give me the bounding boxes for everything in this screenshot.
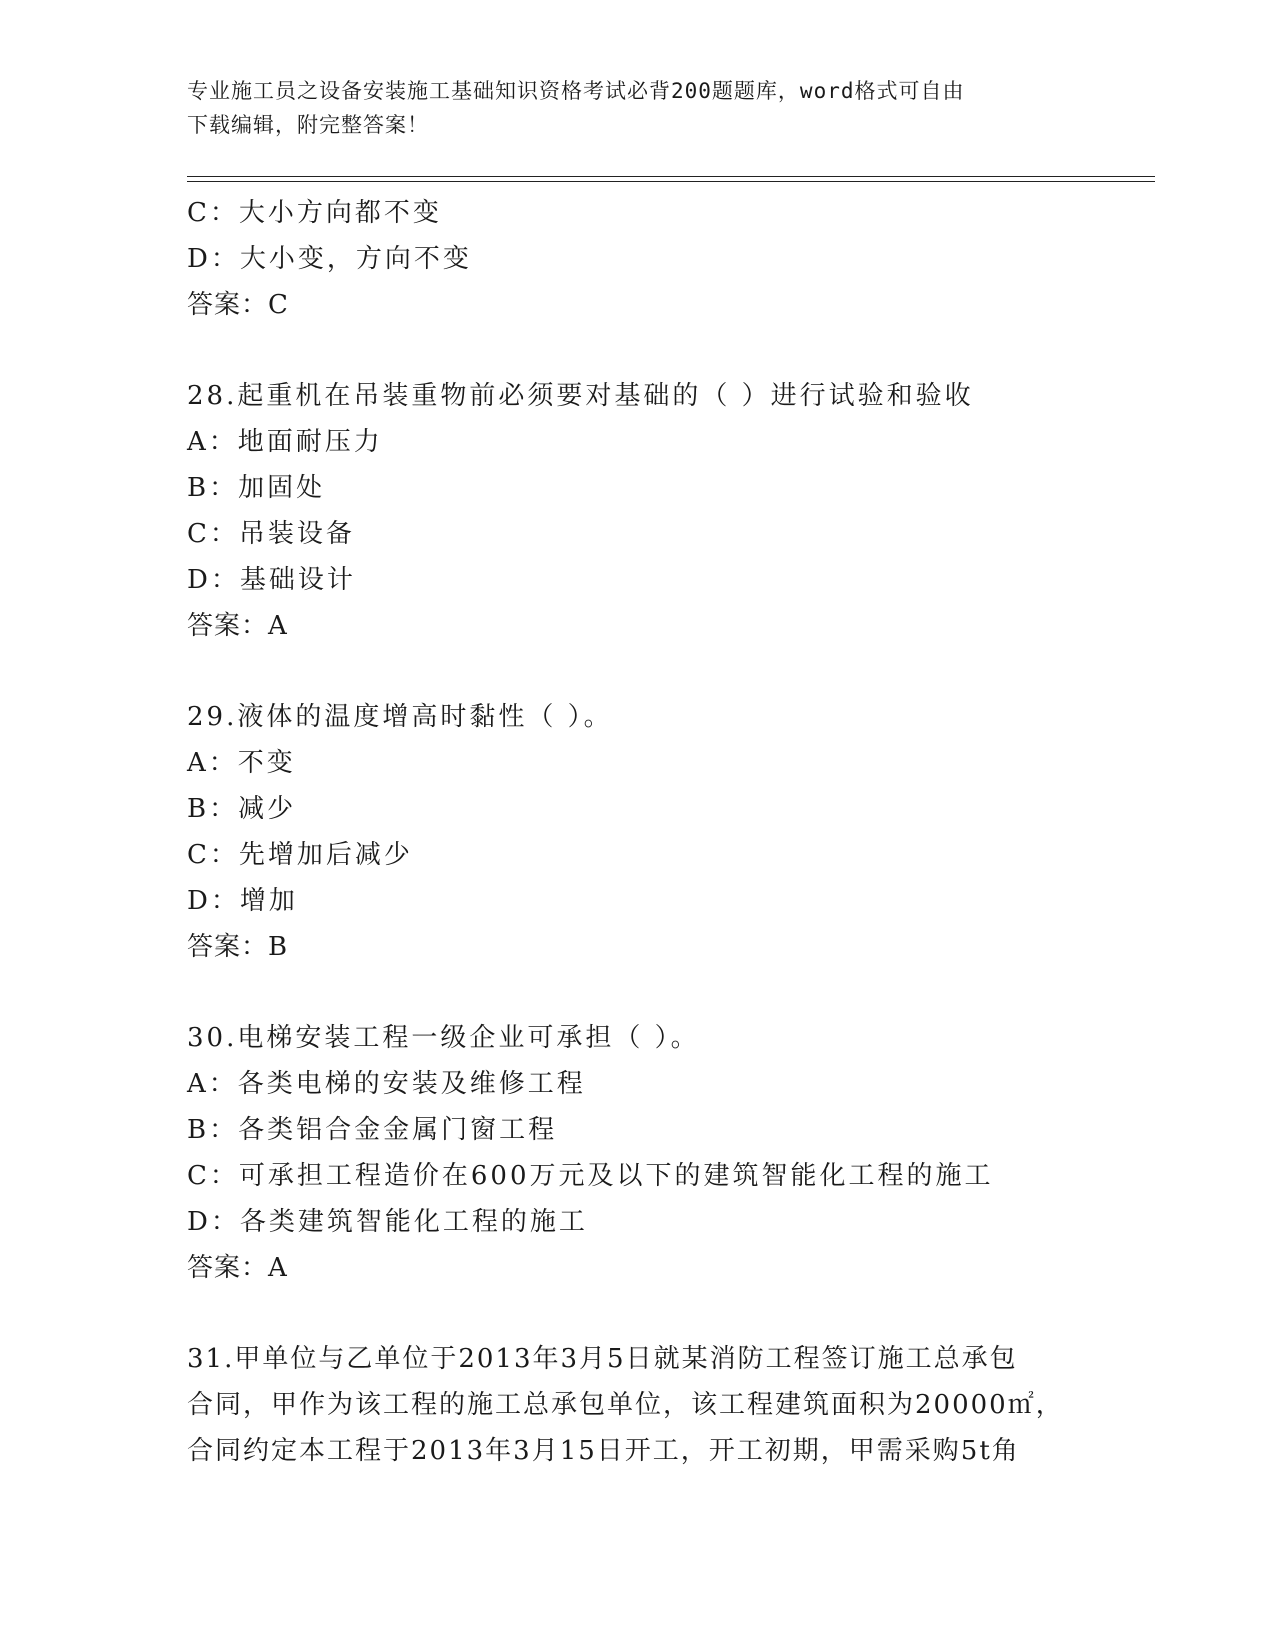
question-31: [187, 1336, 1087, 1474]
question-29: [187, 694, 1087, 970]
question-text-line-1: 31.甲单位与乙单位于2013年3月5日就某消防工程签订施工总承包: [187, 1344, 1018, 1374]
question-text-line-3: 合同约定本工程于2013年3月15日开工，开工初期，甲需采购5t角: [187, 1436, 1020, 1466]
option-c: C：吊装设备: [187, 519, 355, 549]
option-c: C：可承担工程造价在600万元及以下的建筑智能化工程的施工: [187, 1161, 994, 1191]
answer: 答案：A: [187, 611, 288, 641]
question-list: [187, 190, 1087, 1474]
option-d: D：基础设计: [187, 565, 356, 595]
option-d: D：大小变，方向不变: [187, 244, 472, 274]
option-a: A：各类电梯的安装及维修工程: [187, 1069, 586, 1099]
answer: 答案：A: [187, 1253, 288, 1283]
option-c: C：先增加后减少: [187, 840, 413, 870]
option-b: B：减少: [187, 794, 297, 824]
option-a: A：地面耐压力: [187, 427, 383, 457]
option-b: B：加固处: [187, 473, 326, 503]
question-text-line-2: 合同，甲作为该工程的施工总承包单位，该工程建筑面积为20000㎡，: [187, 1390, 1064, 1420]
option-b: B：各类铝合金金属门窗工程: [187, 1115, 558, 1145]
header-title-line-1: 专业施工员之设备安装施工基础知识资格考试必背200题题库，word格式可自由: [187, 79, 965, 103]
header-divider-bottom: [187, 181, 1155, 182]
option-d: D：各类建筑智能化工程的施工: [187, 1207, 588, 1237]
question-text: 30.电梯安装工程一级企业可承担（ ）。: [187, 1023, 700, 1053]
question-text: 28.起重机在吊装重物前必须要对基础的（ ）进行试验和验收: [187, 381, 974, 411]
option-d: D：增加: [187, 886, 298, 916]
question-27-tail: [187, 190, 1087, 328]
option-c: C：大小方向都不变: [187, 198, 442, 228]
question-30: [187, 1015, 1087, 1291]
question-28: [187, 373, 1087, 649]
option-a: A：不变: [187, 748, 296, 778]
answer: 答案：C: [187, 290, 289, 320]
header-title-line-2: 下载编辑，附完整答案！: [187, 113, 429, 137]
question-text: 29.液体的温度增高时黏性（ ）。: [187, 702, 613, 732]
answer: 答案：B: [187, 932, 289, 962]
document-header: [187, 74, 1087, 142]
header-divider-top: [187, 176, 1155, 177]
